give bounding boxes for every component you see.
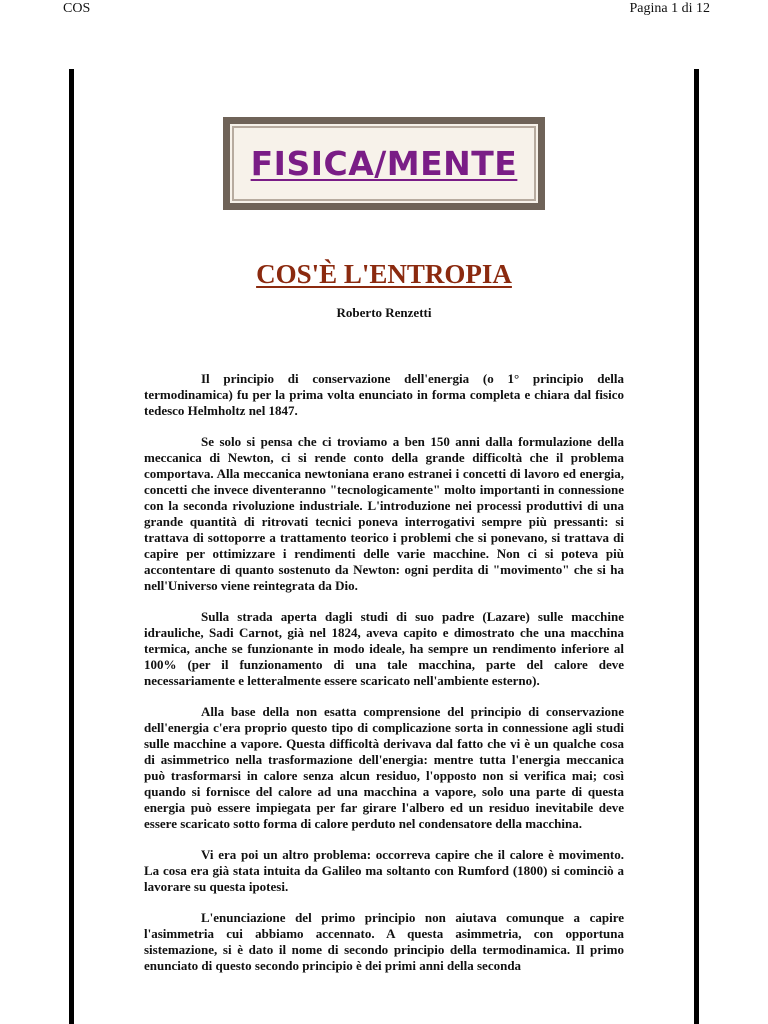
paragraph: Vi era poi un altro problema: occorreva capire che il calore è movimento. La cosa era già stata intuita da Galileo ma soltanto con Rumford (1800) si cominciò a lavorare su questa ipotesi. bbox=[144, 847, 624, 894]
site-logo-text: FISICA/MENTE bbox=[250, 144, 518, 183]
site-logo-frame bbox=[223, 117, 545, 210]
page-header bbox=[0, 0, 768, 22]
article-title: COS'È L'ENTROPIA bbox=[256, 259, 512, 289]
paragraph: L'enunciazione del primo principio non aiutava comunque a capire l'asimmetria cui abbiamo accennato. A questa asimmetria, con opportuna sistemazione, si è dato il nome di secondo principio della termodinamica. Il primo enunciato di questo secondo principio è dei primi anni della seconda bbox=[144, 910, 624, 973]
header-page-number: Pagina 1 di 12 bbox=[629, 1, 710, 16]
header-document-title: COS bbox=[63, 1, 91, 16]
paragraph: Alla base della non esatta comprensione del principio di conservazione dell'energia c'era proprio questo tipo di complicazione sorta in connessione agli studi sulle macchine a vapore. Questa difficoltà derivava dal fatto che vi è un qualche cosa di asimmetrico nella trasformazione dell'energia: mentre tutta l'energia meccanica può trasformarsi in calore senza alcun residuo, l'opposto non si verifica mai; così quando si fornisce del calore ad una macchina a vapore, solo una parte di questa energia può essere impiegata per far girare l'albero ed un residuo inevitabile deve essere scaricato sotto forma di calore perduto nel condensatore della macchina. bbox=[144, 704, 624, 831]
article-author: Roberto Renzetti bbox=[336, 305, 432, 320]
left-border-rule bbox=[69, 69, 74, 1024]
article-body bbox=[144, 371, 624, 989]
paragraph: Il principio di conservazione dell'energia (o 1° principio della termodinamica) fu per la prima volta enunciato in forma completa e chiara dal fisico tedesco Helmholtz nel 1847. bbox=[144, 371, 624, 418]
site-logo-inner bbox=[232, 126, 536, 201]
right-border-rule bbox=[694, 69, 699, 1024]
paragraph: Sulla strada aperta dagli studi di suo padre (Lazare) sulle macchine idrauliche, Sadi Carnot, già nel 1824, aveva capito e dimostrato che una macchina termica, anche se funzionante in modo ideale, ha sempre un rendimento inferiore al 100% (per il funzionamento di una tale macchina, parte del calore deve necessariamente e letteralmente essere scaricato nell'ambiente esterno). bbox=[144, 609, 624, 688]
paragraph: Se solo si pensa che ci troviamo a ben 150 anni dalla formulazione della meccanica di Newton, ci si rende conto della grande difficoltà che il problema comportava. Alla meccanica newtoniana erano estranei i concetti di lavoro ed energia, concetti che invece diventeranno "tecnologicamente" molto importanti in connessione con la seconda rivoluzione industriale. L'introduzione nei processi produttivi di una grande quantità di ritrovati tecnici poneva interrogativi sempre più pressanti: si trattava di sottoporre a trattamento teorico i problemi che si ponevano, si trattava di capire per ottimizzare i rendimenti delle varie macchine. Non ci si poteva più accontentare di quanto sostenuto da Newton: ogni perdita di "movimento" che si ha nell'Universo viene reintegrata da Dio. bbox=[144, 434, 624, 593]
